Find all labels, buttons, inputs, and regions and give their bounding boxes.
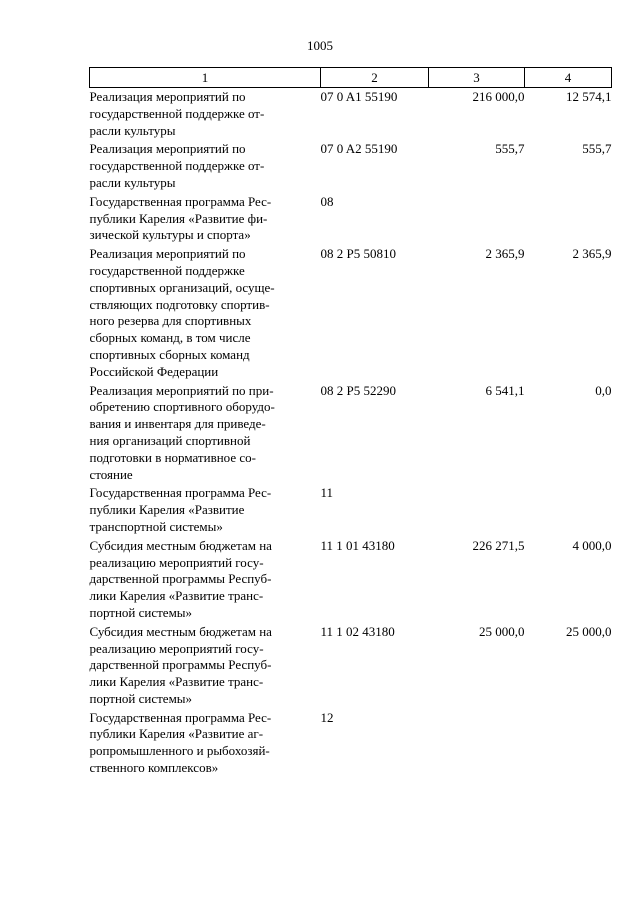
row-value-col3: 226 271,5 [472, 537, 525, 553]
row-name-line: Реализация мероприятий по [89, 246, 246, 262]
row-value-col4 [525, 193, 612, 245]
table-row [90, 623, 612, 709]
row-code-cell: 08 2 P5 50810 [320, 246, 396, 262]
table-row [90, 484, 612, 536]
row-name-line: портной системы» [89, 604, 193, 620]
row-code-cell: 07 0 A1 55190 [320, 89, 398, 104]
row-code-cell: 11 1 01 43180 [320, 537, 395, 553]
row-name-line: ния организаций спортивной [89, 432, 251, 448]
row-name-line: Государственная программа Рес- [89, 709, 272, 725]
row-name-line: публики Карелия «Развитие [89, 502, 245, 518]
column-header-1: 1 [90, 68, 321, 88]
budget-table [89, 67, 612, 778]
row-name-cell [90, 709, 321, 778]
row-value-col3 [429, 193, 525, 245]
row-code-cell: 11 1 02 43180 [320, 623, 395, 639]
row-name-line: лики Карелия «Развитие транс- [89, 674, 264, 690]
column-header-2: 2 [321, 68, 429, 88]
column-header-4: 4 [525, 68, 612, 88]
row-name-line: ственного комплексов» [89, 760, 219, 776]
row-value-col3: 216 000,0 [472, 89, 525, 104]
row-name-line: транспортной системы» [89, 518, 223, 534]
row-value-col4: 0,0 [595, 382, 612, 398]
page-number: 1005 [307, 38, 333, 53]
row-value-col4: 555,7 [582, 141, 612, 157]
column-header-3: 3 [429, 68, 525, 88]
table-row [90, 88, 612, 141]
row-name-line: подготовки в нормативное со- [89, 449, 256, 465]
row-name-line: государственной поддержке от- [89, 105, 265, 121]
row-value-col3: 25 000,0 [479, 623, 525, 639]
row-name-cell [90, 623, 321, 709]
table-row [90, 140, 612, 192]
row-name-cell [90, 140, 321, 192]
row-name-line: портной системы» [89, 690, 193, 706]
table-header-row [90, 68, 612, 88]
table-row [90, 245, 612, 381]
row-name-line: спортивных сборных команд [89, 346, 250, 362]
row-value-col3: 2 365,9 [485, 246, 525, 262]
row-name-line: публики Карелия «Развитие аг- [89, 726, 264, 742]
row-code-cell: 07 0 A2 55190 [320, 141, 398, 157]
table-row [90, 537, 612, 623]
table-row [90, 709, 612, 778]
table-body [90, 88, 612, 778]
row-name-line: государственной поддержке [89, 262, 245, 278]
row-name-line: ропромышленного и рыбохозяй- [89, 743, 270, 759]
row-name-line: Реализация мероприятий по [89, 89, 246, 104]
row-name-line: спортивных организаций, осуще- [89, 279, 275, 295]
row-name-line: Государственная программа Рес- [89, 193, 272, 209]
row-name-cell [90, 88, 321, 141]
row-name-line: дарственной программы Респуб- [89, 571, 272, 587]
row-value-col4 [525, 709, 612, 778]
row-name-line: расли культуры [89, 122, 176, 138]
table-row [90, 382, 612, 485]
row-name-line: Реализация мероприятий по при- [89, 382, 274, 398]
row-value-col4: 12 574,1 [566, 89, 612, 104]
row-name-line: реализацию мероприятий госу- [89, 640, 264, 656]
row-code-cell: 08 2 P5 52290 [320, 382, 396, 398]
row-value-col3 [429, 484, 525, 536]
table-row [90, 193, 612, 245]
row-name-cell [90, 193, 321, 245]
row-name-line: ствляющих подготовку спортив- [89, 296, 270, 312]
row-code-cell: 12 [320, 709, 334, 725]
row-name-line: Государственная программа Рес- [89, 485, 272, 501]
row-name-cell [90, 245, 321, 381]
row-name-line: Субсидия местным бюджетам на [89, 537, 272, 553]
row-name-line: дарственной программы Респуб- [89, 657, 272, 673]
row-name-line: обретению спортивного оборудо- [89, 399, 275, 415]
row-name-line: ного резерва для спортивных [89, 313, 252, 329]
row-value-col3: 6 541,1 [485, 382, 525, 398]
row-name-line: вания и инвентаря для приведе- [89, 416, 266, 432]
row-name-line: реализацию мероприятий госу- [89, 554, 264, 570]
row-value-col4 [525, 484, 612, 536]
row-name-line: лики Карелия «Развитие транс- [89, 588, 264, 604]
row-code-cell: 11 [320, 485, 334, 501]
row-value-col4: 2 365,9 [572, 246, 612, 262]
row-name-cell [90, 484, 321, 536]
row-value-col4: 4 000,0 [572, 537, 612, 553]
row-value-col3 [429, 709, 525, 778]
row-name-line: публики Карелия «Развитие фи- [89, 210, 268, 226]
row-name-cell [90, 537, 321, 623]
row-name-line: сборных команд, в том числе [89, 330, 251, 346]
row-name-line: государственной поддержке от- [89, 158, 265, 174]
row-name-line: Субсидия местным бюджетам на [89, 623, 272, 639]
row-name-line: Российской Федерации [89, 363, 219, 379]
row-name-line: стояние [89, 466, 133, 482]
row-name-line: зической культуры и спорта» [89, 227, 251, 243]
row-name-cell [90, 382, 321, 485]
row-value-col3: 555,7 [495, 141, 525, 157]
row-value-col4: 25 000,0 [566, 623, 612, 639]
row-code-cell: 08 [320, 193, 334, 209]
row-name-line: Реализация мероприятий по [89, 141, 246, 157]
row-name-line: расли культуры [89, 174, 176, 190]
